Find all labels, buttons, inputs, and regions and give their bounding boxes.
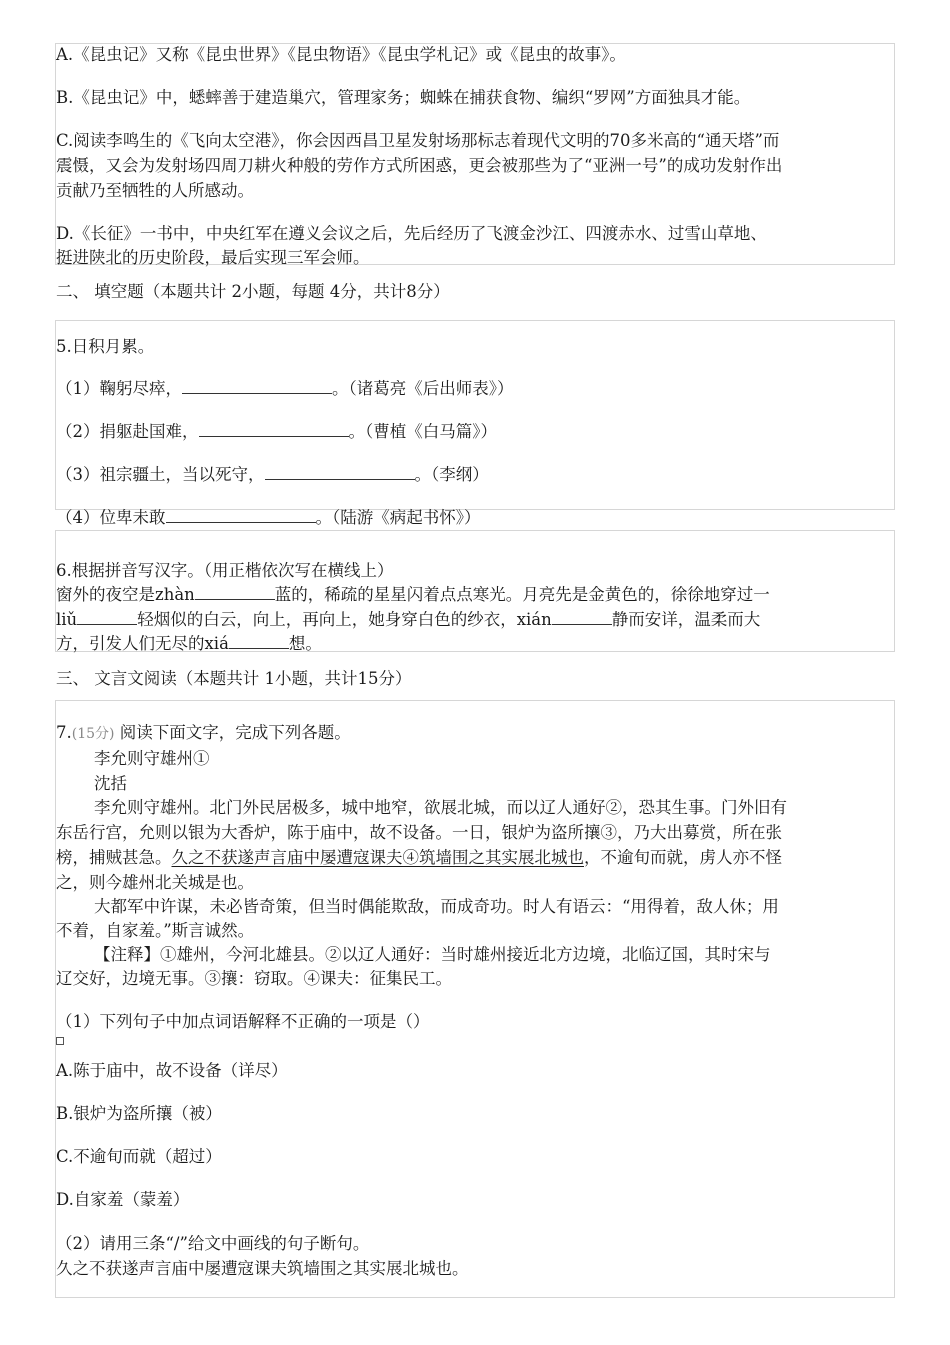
sub-question-2: （2）请用三条“/”给文中画线的句子断句。 bbox=[56, 1234, 370, 1253]
option-c-line1[interactable]: C.阅读李鸣生的《飞向太空港》，你会因西昌卫星发射场那标志着现代文明的70多米高的“通天塔”而 bbox=[56, 131, 780, 150]
q6-line3-b: 想。 bbox=[288, 634, 322, 653]
sub-question-1: （1）下列句子中加点词语解释不正确的一项是（） bbox=[56, 1012, 430, 1031]
q5-item-3-blank[interactable] bbox=[265, 465, 415, 480]
q7-score: (15分) bbox=[71, 726, 115, 742]
q5-item-2-suffix: 。（曹植《白马篇》） bbox=[348, 422, 497, 441]
q6-blank-xia[interactable] bbox=[229, 634, 289, 649]
option-a[interactable]: A.《昆虫记》又称《昆虫世界》《昆虫物语》《昆虫学札记》或《昆虫的故事》。 bbox=[56, 45, 626, 64]
q5-item-1-suffix: 。（诸葛亮《后出师表》） bbox=[332, 379, 514, 398]
q6-line-3 bbox=[56, 633, 322, 655]
q7-number: 7. bbox=[56, 723, 72, 742]
q6-line1-b: 蓝的，稀疏的星星闪着点点寒光。月亮先是金黄色的，徐徐地穿过一 bbox=[274, 585, 770, 604]
q6-line2-a: liǔ bbox=[56, 610, 78, 629]
q5-item-4-suffix: 。（陆游《病起书怀》） bbox=[315, 508, 481, 527]
option-b[interactable]: B.《昆虫记》中，蟋蟀善于建造巢穴，管理家务；蜘蛛在捕获食物、编织“罗网”方面独具才能。 bbox=[56, 88, 751, 107]
section-3-heading: 三、 文言文阅读（本题共计 1小题，共计15分） bbox=[56, 669, 412, 688]
underlined-sentence[interactable]: 久之不获遂声言庙中屡遭寇课夫④筑墙围之其实展北城也 bbox=[171, 848, 584, 867]
q6-blank-zhan[interactable] bbox=[195, 585, 275, 600]
option-c-line3: 贡献乃至牺牲的人所感动。 bbox=[56, 181, 254, 200]
q5-item-3 bbox=[56, 464, 489, 486]
q5-item-2-prefix: （2）捐躯赴国难， bbox=[56, 422, 199, 441]
notes-line2: 辽交好，边境无事。③攘：窃取。④课夫：征集民工。 bbox=[56, 969, 452, 988]
q5-item-4-blank[interactable] bbox=[166, 508, 316, 523]
q7-header bbox=[56, 722, 351, 745]
q5-item-1 bbox=[56, 378, 514, 400]
passage-p1-line3-a: 榜，捕贼甚急。 bbox=[56, 848, 172, 867]
section-2-heading: 二、 填空题（本题共计 2小题，每题 4分，共计8分） bbox=[56, 282, 450, 301]
notes-line1: 【注释】①雄州，今河北雄县。②以辽人通好：当时雄州接近北方边境，北临辽国，其时宋与 bbox=[94, 945, 771, 964]
sub1-option-a[interactable]: A.陈于庙中，故不设备（详尽） bbox=[56, 1061, 288, 1080]
q5-item-3-suffix: 。（李纲） bbox=[414, 465, 489, 484]
q5-item-2-blank[interactable] bbox=[199, 422, 349, 437]
sub1-option-b[interactable]: B.银炉为盗所攘（被） bbox=[56, 1104, 222, 1123]
passage-p1-line3 bbox=[56, 847, 782, 869]
q6-line2-b: 轻烟似的白云，向上，再向上，她身穿白色的纱衣，xián bbox=[137, 610, 552, 629]
q6-title: 6.根据拼音写汉字。（用正楷依次写在横线上） bbox=[56, 561, 394, 580]
passage-p1-line2: 东岳行宫，允则以银为大香炉，陈于庙中，故不设备。一日，银炉为盗所攘③，乃大出募赏，所在张 bbox=[56, 823, 782, 842]
q7-intro: 阅读下面文字，完成下列各题。 bbox=[119, 723, 351, 742]
option-d-line1[interactable]: D.《长征》一书中，中央红军在遵义会议之后，先后经历了飞渡金沙江、四渡赤水、过雪山草地、 bbox=[56, 224, 767, 243]
q5-item-3-prefix: （3）祖宗疆土，当以死守， bbox=[56, 465, 265, 484]
option-d-line2: 挺进陕北的历史阶段，最后实现三军会师。 bbox=[56, 248, 370, 267]
q5-title: 5.日积月累。 bbox=[56, 337, 155, 356]
passage-p1-line1: 李允则守雄州。北门外民居极多，城中地窄，欲展北城，而以辽人通好②，恐其生事。门外旧有 bbox=[94, 798, 787, 817]
q6-blank-xian[interactable] bbox=[552, 610, 612, 625]
q5-item-4-prefix: （4）位卑未敢 bbox=[56, 508, 166, 527]
q6-line1-a: 窗外的夜空是zhàn bbox=[56, 585, 195, 604]
passage-p2-line2: 不着，自家羞。”斯言诚然。 bbox=[56, 921, 255, 940]
q6-line-2 bbox=[56, 609, 760, 631]
q6-line2-c: 静而安详，温柔而大 bbox=[611, 610, 761, 629]
sub2-sentence[interactable]: 久之不获遂声言庙中屡遭寇课夫筑墙围之其实展北城也。 bbox=[56, 1259, 469, 1278]
q6-blank-liu[interactable] bbox=[77, 610, 137, 625]
q5-item-1-prefix: （1）鞠躬尽瘁， bbox=[56, 379, 182, 398]
q6-line-1 bbox=[56, 584, 770, 606]
passage-author: 沈括 bbox=[94, 774, 127, 793]
checkbox-icon[interactable] bbox=[56, 1037, 64, 1045]
q5-item-1-blank[interactable] bbox=[182, 379, 332, 394]
sub1-option-d[interactable]: D.自家羞（蒙羞） bbox=[56, 1190, 190, 1209]
sub1-option-c[interactable]: C.不逾旬而就（超过） bbox=[56, 1147, 222, 1166]
q5-item-2 bbox=[56, 421, 497, 443]
passage-title: 李允则守雄州① bbox=[94, 749, 210, 768]
passage-p1-line4: 之，则今雄州北关城是也。 bbox=[56, 873, 254, 892]
passage-p1-line3-b: ，不逾旬而就，虏人亦不怪 bbox=[584, 848, 782, 867]
q6-line3-a: 方，引发人们无尽的xiá bbox=[56, 634, 229, 653]
option-c-line2: 震慑，又会为发射场四周刀耕火种般的劳作方式所困惑，更会被那些为了“亚洲一号”的成功发射作出 bbox=[56, 156, 783, 175]
q5-item-4 bbox=[56, 507, 481, 529]
passage-p2-line1: 大都军中许谋，未必皆奇策，但当时偶能欺敌，而成奇功。时人有语云：“用得着，敌人休；用 bbox=[94, 897, 779, 916]
